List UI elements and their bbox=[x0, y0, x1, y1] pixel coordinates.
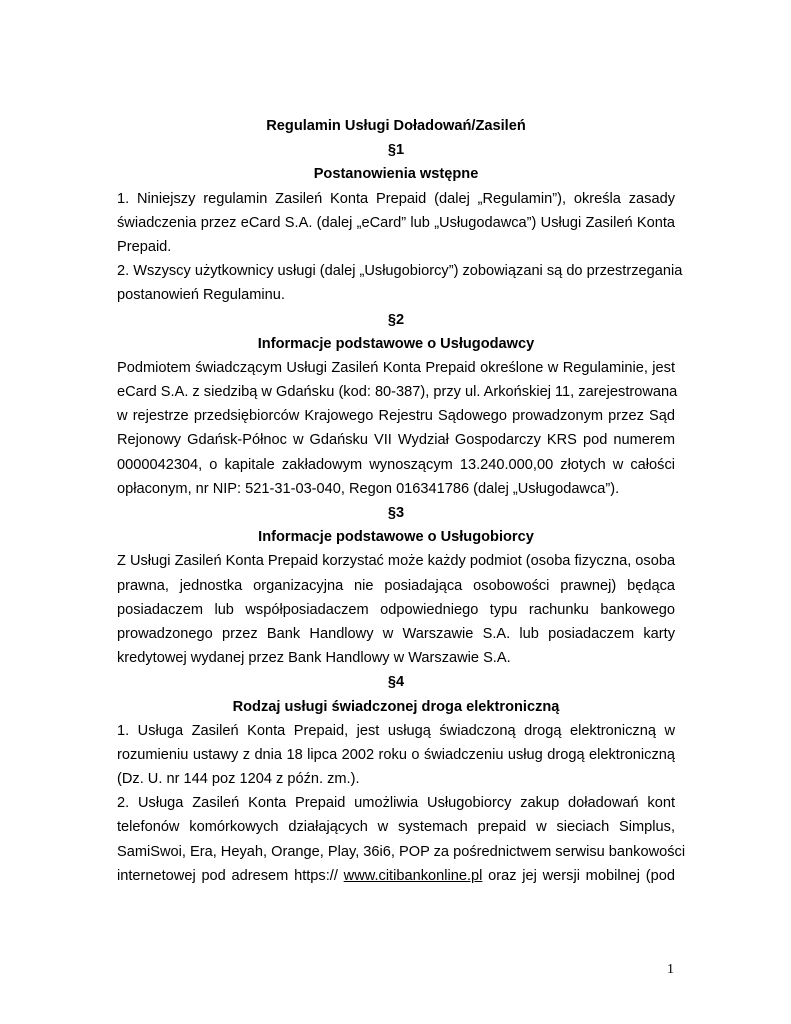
paragraph-line: opłaconym, nr NIP: 521-31-03-040, Regon 016341786 (dalej „Usługodawca”). bbox=[117, 480, 620, 497]
paragraph-line: posiadaczem lub współposiadaczem odpowiedniego typu rachunku bankowego bbox=[117, 601, 675, 618]
paragraph-line: rozumieniu ustawy z dnia 18 lipca 2002 roku o świadczeniu usług drogą elektroniczną bbox=[117, 746, 675, 763]
section-4-heading: Rodzaj usługi świadczonej droga elektroniczną bbox=[232, 698, 560, 715]
document-title: Regulamin Usługi Doładowań/Zasileń bbox=[266, 118, 526, 134]
paragraph-line: prowadzonego przez Bank Handlowy w Warszawie S.A. lub posiadaczem karty bbox=[117, 625, 675, 642]
document-page bbox=[117, 114, 686, 888]
paragraph-line: 2. Wszyscy użytkownicy usługi (dalej „Usługobiorcy”) zobowiązani są do przestrzegania bbox=[117, 263, 683, 280]
section-3-number: §3 bbox=[387, 505, 405, 521]
paragraph-line: SamiSwoi, Era, Heyah, Orange, Play, 36i6, POP za pośrednictwem serwisu bankowości bbox=[117, 843, 686, 860]
paragraph-line: postanowień Regulaminu. bbox=[117, 287, 285, 304]
paragraph-text: internetowej pod adresem https:// bbox=[117, 867, 338, 884]
section-3-heading: Informacje podstawowe o Usługobiorcy bbox=[258, 529, 534, 546]
paragraph-line: eCard S.A. z siedzibą w Gdańsku (kod: 80-387), przy ul. Arkońskiej 11, zarejestrowana bbox=[117, 384, 678, 401]
paragraph-line: Z Usługi Zasileń Konta Prepaid korzystać może każdy podmiot (osoba fizyczna, osoba bbox=[117, 553, 676, 570]
section-2-heading: Informacje podstawowe o Usługodawcy bbox=[257, 335, 535, 352]
paragraph-line: świadczenia przez eCard S.A. (dalej „eCard” lub „Usługodawca”) Usługi Zasileń Konta bbox=[117, 214, 675, 231]
section-4-number: §4 bbox=[387, 674, 405, 691]
paragraph-line: prawna, jednostka organizacyjna nie posiadająca osobowości prawnej) będąca bbox=[117, 577, 675, 594]
paragraph-line: telefonów komórkowych działających w systemach prepaid w sieciach Simplus, bbox=[117, 819, 675, 836]
paragraph-line: 1. Usługa Zasileń Konta Prepaid, jest usługą świadczoną drogą elektroniczną w bbox=[117, 722, 675, 739]
citibankonline-link[interactable]: www.citibankonline.pl bbox=[343, 867, 483, 884]
paragraph-line: Rejonowy Gdańsk-Północ w Gdańsku VII Wydział Gospodarczy KRS pod numerem bbox=[117, 432, 675, 449]
paragraph-line: w rejestrze przedsiębiorców Krajowego Rejestru Sądowego prowadzonym przez Sąd bbox=[117, 408, 675, 425]
paragraph-line: kredytowej wydanej przez Bank Handlowy w Warszawie S.A. bbox=[117, 650, 511, 667]
paragraph-line: 2. Usługa Zasileń Konta Prepaid umożliwia Usługobiorcy zakup doładowań kont bbox=[117, 795, 675, 812]
paragraph-line: Podmiotem świadczącym Usługi Zasileń Konta Prepaid określone w Regulaminie, jest bbox=[117, 359, 675, 376]
section-1-number: §1 bbox=[387, 142, 405, 159]
paragraph-line: 1. Niniejszy regulamin Zasileń Konta Prepaid (dalej „Regulamin”), określa zasady bbox=[117, 190, 675, 207]
page-number: 1 bbox=[667, 962, 674, 977]
section-2-number: §2 bbox=[387, 311, 405, 328]
paragraph-line: (Dz. U. nr 144 poz 1204 z późn. zm.). bbox=[117, 771, 360, 788]
section-1-heading: Postanowienia wstępne bbox=[313, 166, 479, 183]
paragraph-line-with-link bbox=[117, 864, 675, 888]
paragraph-text: oraz jej wersji mobilnej (pod bbox=[488, 867, 675, 884]
paragraph-line: Prepaid. bbox=[117, 238, 172, 255]
paragraph-line: 0000042304, o kapitale zakładowym wynoszącym 13.240.000,00 złotych w całości bbox=[117, 456, 675, 473]
